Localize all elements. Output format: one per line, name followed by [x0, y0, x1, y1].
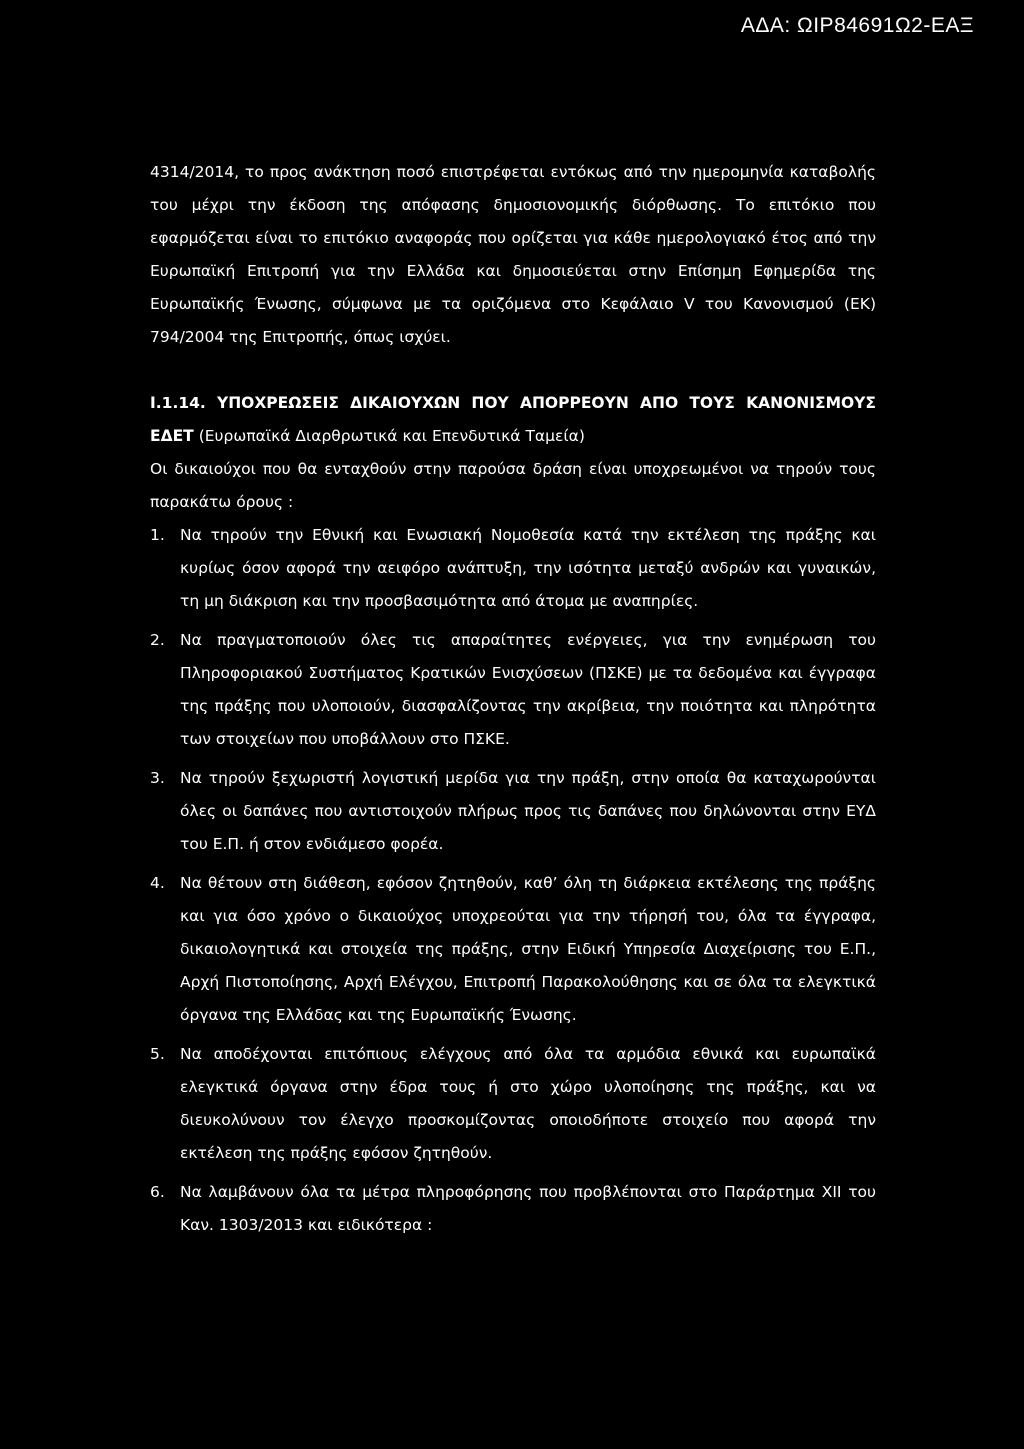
list-item-number: 4. — [150, 874, 165, 892]
list-item-number: 2. — [150, 631, 165, 649]
list-item-number: 1. — [150, 526, 165, 544]
section-heading-title: Ι.1.14. ΥΠΟΧΡΕΩΣΕΙΣ ΔΙΚΑΙΟΥΧΩΝ ΠΟΥ ΑΠΟΡΡΕΟΥΝ ΑΠΟ ΤΟΥΣ ΚΑΝΟΝΙΣΜΟΥΣ ΕΔΕΤ — [150, 394, 876, 445]
list-item-number: 3. — [150, 769, 165, 787]
list-item-text: Να τηρούν την Εθνική και Ενωσιακή Νομοθεσία κατά την εκτέλεση της πράξης και κυρίως όσον αφορά την αειφόρο ανάπτυξη, την ισότητα μεταξύ ανδρών και γυναικών, τη μη διάκριση και την προσβασιμότητα από άτομα με αναπηρίες. — [180, 526, 876, 610]
document-body — [150, 156, 876, 1242]
list-item — [150, 867, 876, 1032]
list-item — [150, 762, 876, 861]
list-item — [150, 624, 876, 756]
list-item-text: Να αποδέχονται επιτόπιους ελέγχους από όλα τα αρμόδια εθνικά και ευρωπαϊκά ελεγκτικά όργανα στην έδρα τους ή στο χώρο υλοποίησης της πράξης, και να διευκολύνουν τον έλεγχο προσκομίζοντας οποιοδήποτε στοιχείο που αφορά την εκτέλεση της πράξης εφόσον ζητηθούν. — [180, 1045, 876, 1162]
intro-paragraph: Οι δικαιούχοι που θα ενταχθούν στην παρούσα δράση είναι υποχρεωμένοι να τηρούν τους παρακάτω όρους : — [150, 460, 876, 511]
section-heading — [150, 387, 876, 453]
list-item-text: Να λαμβάνουν όλα τα μέτρα πληροφόρησης που προβλέπονται στο Παράρτημα XII του Καν. 1303/2013 και ειδικότερα : — [180, 1183, 876, 1234]
list-item-text: Να θέτουν στη διάθεση, εφόσον ζητηθούν, καθ’ όλη τη διάρκεια εκτέλεσης της πράξης και για όσο χρόνο ο δικαιούχος υποχρεούται για την τήρησή του, όλα τα έγγραφα, δικαιολογητικά και στοιχεία της πράξης, στην Ειδική Υπηρεσία Διαχείρισης του Ε.Π., Αρχή Πιστοποίησης, Αρχή Ελέγχου, Επιτροπή Παρακολούθησης και σε όλα τα ελεγκτικά όργανα της Ελλάδας και της Ευρωπαϊκής Ένωσης. — [180, 874, 876, 1024]
list-item — [150, 1038, 876, 1170]
list-item-text: Να πραγματοποιούν όλες τις απαραίτητες ενέργειες, για την ενημέρωση του Πληροφοριακού Συστήματος Κρατικών Ενισχύσεων (ΠΣΚΕ) με τα δεδομένα και έγγραφα της πράξης που υλοποιούν, διασφαλίζοντας την ακρίβεια, την ποιότητα και πληρότητα των στοιχείων που υποβάλλουν στο ΠΣΚΕ. — [180, 631, 876, 748]
obligations-list — [150, 519, 876, 1242]
ada-code: ΑΔΑ: ΩΙΡ84691Ω2-ΕΑΞ — [740, 14, 974, 37]
continuation-paragraph: 4314/2014, το προς ανάκτηση ποσό επιστρέφεται εντόκως από την ημερομηνία καταβολής του μέχρι την έκδοση της απόφασης δημοσιονομικής διόρθωσης. Το επιτόκιο που εφαρμόζεται είναι το επιτόκιο αναφοράς που ορίζεται για κάθε ημερολογιακό έτος από την Ευρωπαϊκή Επιτροπή για την Ελλάδα και δημοσιεύεται στην Επίσημη Εφημερίδα της Ευρωπαϊκής Ένωσης, σύμφωνα με τα οριζόμενα στο Κεφάλαιο V του Κανονισμού (ΕΚ) 794/2004 της Επιτροπής, όπως ισχύει. — [150, 163, 876, 346]
list-item-text: Να τηρούν ξεχωριστή λογιστική μερίδα για την πράξη, στην οποία θα καταχωρούνται όλες οι δαπάνες που αντιστοιχούν πλήρως προς τις δαπάνες που δηλώνονται στην ΕΥΔ του Ε.Π. ή στον ενδιάμεσο φορέα. — [180, 769, 876, 853]
list-item — [150, 1176, 876, 1242]
list-item-number: 5. — [150, 1045, 165, 1063]
section-heading-subtitle: (Ευρωπαϊκά Διαρθρωτικά και Επενδυτικά Ταμεία) — [198, 427, 585, 445]
list-item-number: 6. — [150, 1183, 165, 1201]
list-item — [150, 519, 876, 618]
